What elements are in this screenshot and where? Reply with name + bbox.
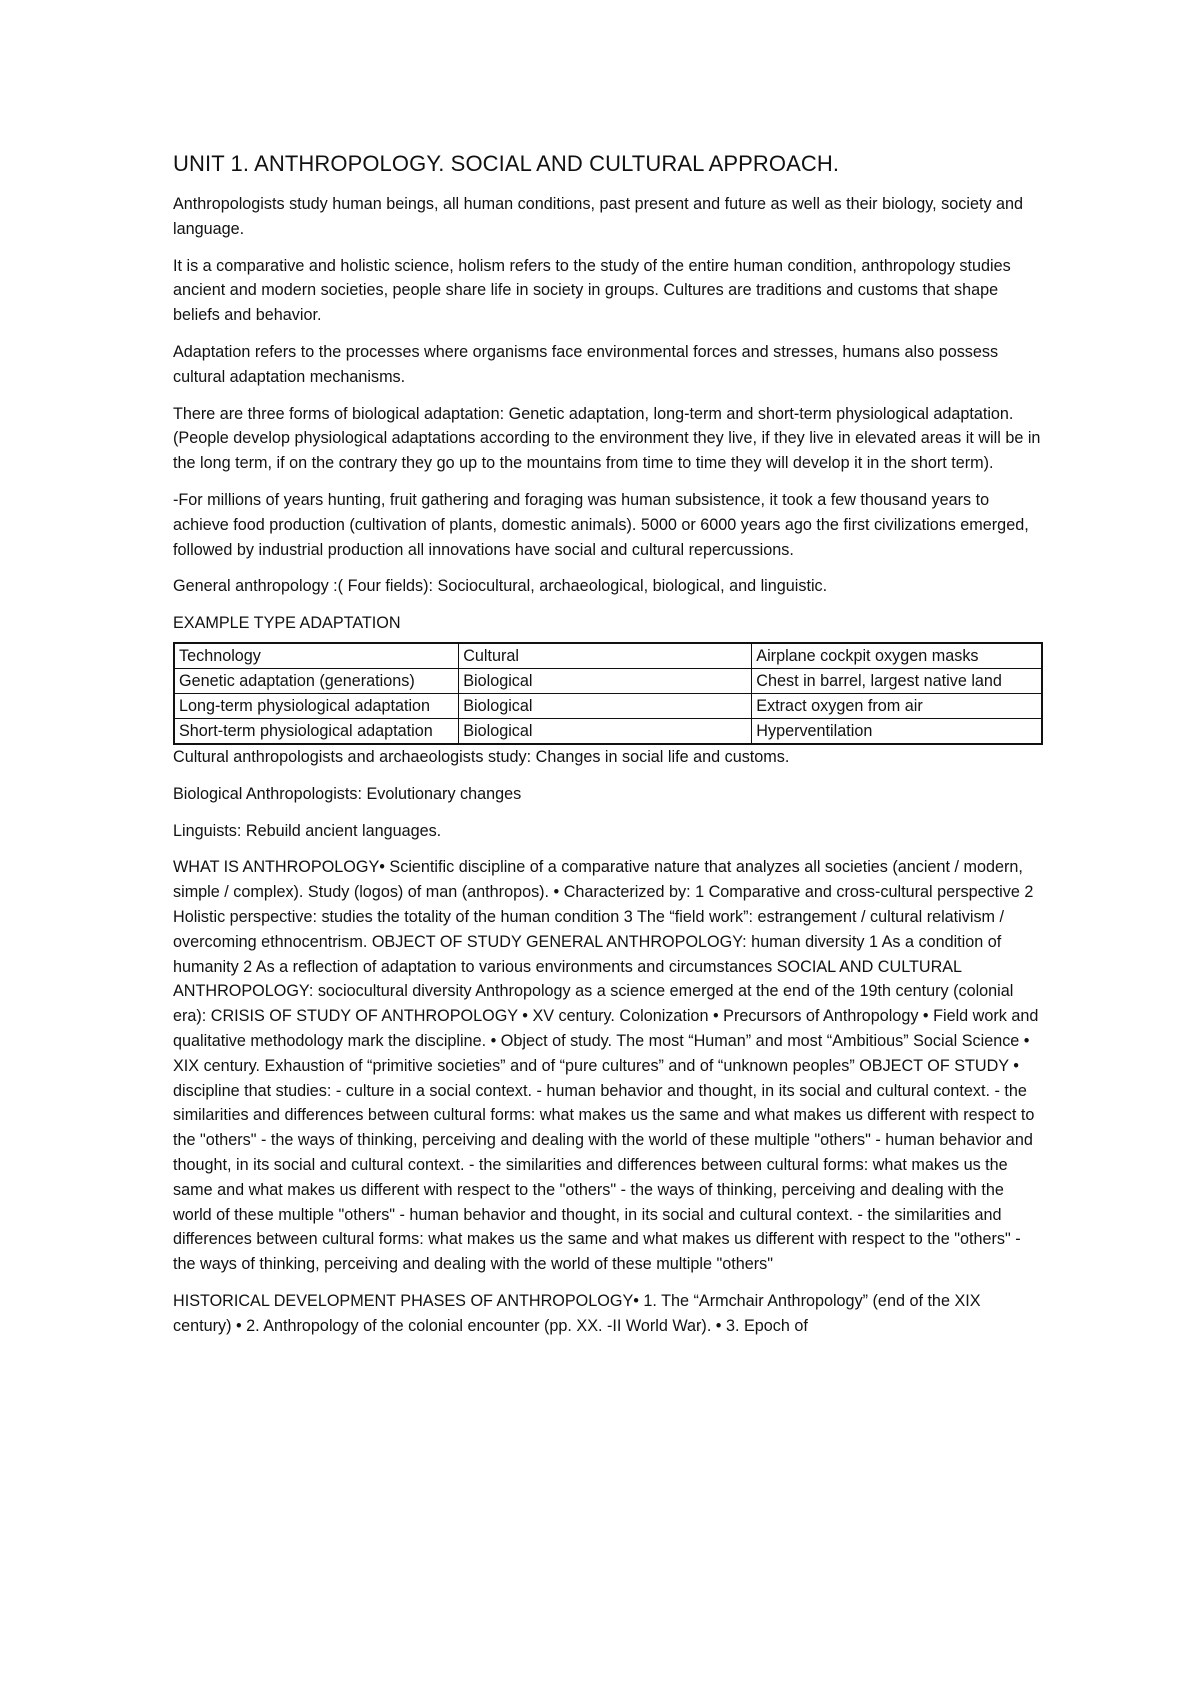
paragraph-linguists: Linguists: Rebuild ancient languages. [173, 821, 442, 840]
paragraph-adaptation: Adaptation refers to the processes where organisms face environmental forces and stresses, humans also possess cultural adaptation mechanisms. [173, 342, 999, 386]
paragraph-biological-anthropologists: Biological Anthropologists: Evolutionary changes [173, 784, 522, 803]
paragraph-biological-adaptation: There are three forms of biological adaptation: Genetic adaptation, long-term and short-term physiological adaptation. (People develop physiological adaptations according to the environment they live, if they live in elevated areas it will be in the long term, if on the contrary they go up to the mountains from time to time they will develop it in the short term). [173, 404, 1041, 473]
table-cell: Biological [459, 668, 752, 693]
table-cell: Short-term physiological adaptation [174, 718, 459, 744]
table-row [174, 643, 1042, 669]
document-title: UNIT 1. ANTHROPOLOGY. SOCIAL AND CULTURAL APPROACH. [173, 151, 840, 176]
table-cell: Cultural [459, 643, 752, 669]
table-cell: Biological [459, 693, 752, 718]
table-cell: Long-term physiological adaptation [174, 693, 459, 718]
table-cell: Genetic adaptation (generations) [174, 668, 459, 693]
paragraph-anthropologists-study: Anthropologists study human beings, all human conditions, past present and future as well as their biology, society and language. [173, 195, 1024, 238]
table-cell: Chest in barrel, largest native land [752, 668, 1042, 693]
document-body [173, 150, 1043, 1350]
table-row [174, 693, 1042, 718]
paragraph-subsistence-history: -For millions of years hunting, fruit gathering and foraging was human subsistence, it took a few thousand years to achieve food production (cultivation of plants, domestic animals). 5000 or 6000 years ago the first civilizations emerged, followed by industrial production all innovations have social and cultural repercussions. [173, 490, 1029, 559]
paragraph-general-anthropology: General anthropology :( Four fields): Sociocultural, archaeological, biological, and linguistic. [173, 577, 828, 596]
paragraph-cultural-anthropologists: Cultural anthropologists and archaeologists study: Changes in social life and customs. [173, 747, 790, 766]
paragraph-historical-development: HISTORICAL DEVELOPMENT PHASES OF ANTHROPOLOGY• 1. The “Armchair Anthropology” (end of the XIX century) • 2. Anthropology of the colonial encounter (pp. XX. -II World War). • 3. Epoch of [173, 1291, 981, 1335]
adaptation-table [173, 642, 1043, 745]
table-row [174, 718, 1042, 744]
table-cell: Technology [174, 643, 459, 669]
table-cell: Biological [459, 718, 752, 744]
paragraph-what-is-anthropology: WHAT IS ANTHROPOLOGY• Scientific discipline of a comparative nature that analyzes all societies (ancient / modern, simple / complex). Study (logos) of man (anthropos). • Characterized by: 1 Comparative and cross-cultural perspective 2 Holistic perspective: studies the totality of the human condition 3 The “field work”: estrangement / cultural relativism / overcoming ethnocentrism. OBJECT OF STUDY GENERAL ANTHROPOLOGY: human diversity 1 As a condition of humanity 2 As a reflection of adaptation to various environments and circumstances SOCIAL AND CULTURAL ANTHROPOLOGY: sociocultural diversity Anthropology as a science emerged at the end of the 19th century (colonial era): CRISIS OF STUDY OF ANTHROPOLOGY • XV century. Colonization • Precursors of Anthropology • Field work and qualitative methodology mark the discipline. • Object of study. The most “Human” and most “Ambitious” Social Science • XIX century. Exhaustion of “primitive societies” and of “pure cultures” and of “unknown peoples” OBJECT OF STUDY • discipline that studies: - culture in a social context. - human behavior and thought, in its social and cultural context. - the similarities and differences between cultural forms: what makes us the same and what makes us different with respect to the "others" - the ways of thinking, perceiving and dealing with the world of these multiple "others" - human behavior and thought, in its social and cultural context. - the similarities and differences between cultural forms: what makes us the same and what makes us different with respect to the "others" - the ways of thinking, perceiving and dealing with the world of these multiple "others" - human behavior and thought, in its social and cultural context. - the similarities and differences between cultural forms: what makes us the same and what makes us different with respect to the "others" - the ways of thinking, perceiving and dealing with the world of these multiple "others" [173, 858, 1039, 1274]
paragraph-holistic-science: It is a comparative and holistic science, holism refers to the study of the entire human condition, anthropology studies ancient and modern societies, people share life in society in groups. Cultures are traditions and customs that shape beliefs and behavior. [173, 256, 1011, 325]
table-cell: Airplane cockpit oxygen masks [752, 643, 1042, 669]
table-cell: Extract oxygen from air [752, 693, 1042, 718]
table-row [174, 668, 1042, 693]
table-heading: EXAMPLE TYPE ADAPTATION [173, 614, 401, 633]
table-cell: Hyperventilation [752, 718, 1042, 744]
